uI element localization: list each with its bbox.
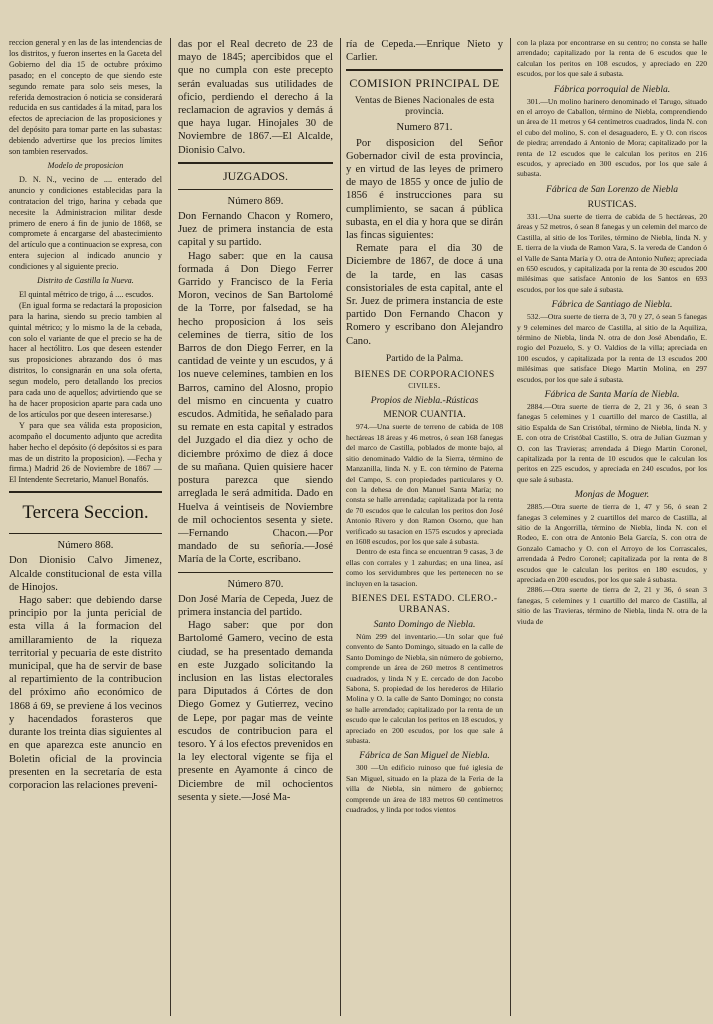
section-heading: Propios de Niebla.-Rústicas [370,395,479,407]
section-heading: BIENES DE CORPORACIONES civiles. [354,369,495,392]
notice-number: Número 870. [227,578,284,590]
column-rule [170,38,171,1016]
paragraph: Hago saber: que por don Bartolomé Gamero, vecino de esta ciudad, se ha presentado demanda en este Juzgado solicitando la inclusion en las listas electorales para Diputados á Córtes de don Diego Gomez y Gutierrez, vecino de Lepe, por pagar mas de veinte escudos de contribucion para el tesoro. Y á los efectos prevenidos en la ley electoral vigente se fija el presente en Ayamonte á cinco de Diciembre de mil ochocientos sesenta y siete.—José Ma- [178,620,333,803]
column-rule [340,38,341,1016]
paragraph: Hago saber: que en la causa formada á Don Diego Ferrer Garrido y Francisco de la Feria Moron, vecinos de San Bartolomé de la Torre, por falsedad, se ha hecho proposicion á los seis celemines de tierra, sitio de los Barros de don Diego Ferrer, en la cantidad de veinte y un escudos, y á los nueve celemines, tambien en los Barros, camino del Alosno, propio del mismo en cincuenta y cuatro escudos. Admitida, he señalado para su remate en esta capital y estrados del Juzgado el dia diez y ocho de diciembre próximo de diez á doce de su mañana. Quien quisiere hacer postura parezca que siendo arreglada le será admitida. Dado en Huelva á veintiseis de Noviembre de mil ochocientos sesenta y siete. —Fernando Chacon.—Por mandado de su señoría.—José María de la Corte, escribano. [178,250,333,566]
section-title: COMISION PRINCIPAL DE [349,76,500,91]
notice-number: Numero 871. [396,122,453,134]
paragraph: Por disposicion del Señor Gobernador civil de esta provincia, y en virtud de las leyes de primero de mayo de 1855 y once de julio de 1856 é instrucciones para su cumplimiento, se sacan á pública subasta, en el dia y hora que se dirán las fincas siguientes: [346,137,503,242]
column-4 [517,38,707,1018]
paragraph: con la plaza por encontrarse en su centro; no consta se halle arrendado; capitalizado por la renta de 6 escudos que le calculan los peritos en 108 escudos, y apreciado en 220 escudos, por los que sale á subasta. [517,38,707,79]
column-1 [9,38,162,1018]
paragraph: D. N. N., vecino de .... enterado del anuncio y condiciones establecidas para la contratacion del trigo, harina y cebada que necesite la Administracion militar desde primero de enero á fin de junio de 1868, se compromete á encargarse del abastecimiento del artículo que a continuacion se expresa, con entera sujecion al indicado anuncio y condiciones y al siguiente precio. [9,174,162,272]
paragraph: (En igual forma se redactará la proposicion para la harina, siendo su precio tambien al quintal métrico; y lo mismo la de la cebada, con solo el variante de que el precio se ha de hacer al hectólitro. Los que deseen estender sus proposiciones abrazando dos ó mas distritos, lo consignarán en una sola oferta, segun modelo, pero detallando los precios para cada uno de aquellos; advirtiendo que se ha de hacer proposicion aparte para cada uno de los artículos por que deseen interesarse.) [9,300,162,419]
column-3 [346,38,503,1018]
section-heading: Fábrica de San Miguel de Niebla. [359,750,490,762]
paragraph: 2884.—Otra suerte de tierra de 2, 21 y 36, ó sean 3 fanegas 5 celemines y 1 cuartillo del marco de Castilla, al sitio Espalda de San Cristóbal, término de Niebla, linda N. y E. con otra de Cristóbal Castillo, S. otra de Julian Guzman y O. con las Travieras; arrendada á Diego Martin Coronel, capitalizada por la renta de 10 escudos que le calculan los peritos en 225 escudos, y apreciada en 240 escudos, por los que sale á subasta. [517,401,707,484]
paragraph: Don José María de Cepeda, Juez de primera instancia del partido. [178,593,333,618]
section-heading: Santo Domingo de Niebla. [373,618,476,630]
divider [9,491,162,493]
notice-number: Número 869. [227,195,284,207]
paragraph: 2886.—Otra suerte de tierra de 2, 21 y 36, ó sean 3 fanegas, 5 celemines y 1 cuartillo del marco de Castilla, al sitio de las Travieras, término de Niebla, linda N. otra de la viuda de [517,585,707,626]
section-heading: Distrito de Castilla la Nueva. [37,276,134,286]
section-heading: RUSTICAS. [587,198,637,210]
paragraph: Remate para el dia 30 de Diciembre de 1867, de doce á una de la tarde, en las casas consistoriales de esta capital, ante el Sr. Juez de primera instancia de este partido Don Fernando Chacon y Romero y escribano don Alejandro Cano. [346,243,503,347]
section-heading: Fábrica de Santiago de Niebla. [551,299,673,311]
paragraph: Dentro de esta finca se encuentran 9 casas, 3 de ellas con corrales y 1 zahurdas; en una linea, así como los servidumbres que les pertenecen no se incluyen en la tasacion. [346,547,503,588]
section-heading: MENOR CUANTIA. [383,409,466,421]
paragraph: 974.—Una suerte de terreno de cabida de 108 hectáreas 18 áreas y 46 metros, ó sean 168 fanegas del marco de Castilla, poblados de monte bajo, al sitio denominado Valdio de la Sierra, término de Manzanilla, linda N. y E. con término de Paterna del Campo, S. con propiedades particulares y O. con la dehesa de don Manuel Santa María; no consta se halle arrendada; capitalizada por la renta de 70 escudos que le calculan los peritos don José Antonio Rivero y don Ramon Osorno, que han verificado su tasacion en 1575 escudos y apreciada en 1608 escudos, por los que sale á subasta. [346,422,503,546]
paragraph: Don Dionisio Calvo Jimenez, Alcalde constitucional de esta villa de Hinojos. [9,555,162,593]
section-heading: Partido de la Palma. [385,352,464,364]
section-heading: Fábrica porroquial de Niebla. [553,83,671,95]
divider [9,533,162,534]
notice-number: Número 868. [57,540,114,552]
section-heading: Monjas de Moguer. [574,489,650,501]
paragraph: das por el Real decreto de 23 de mayo de 1845; apercibidos que el que no cumpla con este precepto serán evaluadas sus utilidades de oficio, perdiendo el derecho á la reclamacion de agravios y demás á que haya lugar. Hinojales 30 de Noviembre de 1867.—El Alcalde, Dionisio Calvo. [178,39,333,156]
paragraph: ría de Cepeda.—Enrique Nieto y Carlier. [346,39,503,64]
paragraph: reccion general y en las de las intendencias de los distritos, y fueron insertes en la Gaceta del Gobierno del dia 15 de octubre próximo pasado; en el concepto de que siendo este segundo remate para solo seis meses, la referida demostracion ó noticia se considerará reducida en sus cantidades á la mitad, para los efectos de apreciacion de las proposiciones y del depósito para tomar parte en las subastas: debiendo advertirse que los precios límites son tambien reservados. [9,38,162,157]
section-subtitle: Ventas de Bienes Nacionales de esta provincia. [354,95,495,118]
divider [346,69,503,71]
paragraph: Don Fernando Chacon y Romero, Juez de primera instancia de esta capital y su partido. [178,211,333,249]
paragraph: 2885.—Otra suerte de tierra de 1, 47 y 56, ó sean 2 fanegas 3 celemines y 2 cuartillos del marco de Castilla, al sitio de la Angorrilla, término de Niebla, linda N. con el Rodeo, E. con otra de Antonio Bela García, S. con otra de Gonzalo Camacho y O. con el Arroyo de los Corrascales, arrendada á Pedro Coronel; capitalizada por la renta de 8 escudos que le calculan los peritos en 180 escudos, y apreciada en 200 escudos, por los que sale á subasta. [517,502,707,585]
divider [178,572,333,573]
divider [178,162,333,164]
paragraph: 301.—Un molino harinero denominado el Tarugo, situado en el arroyo de Caballon, término de Niebla, comprendiendo un área de 11 metros y 64 centímetros cuadrados, linda N. con el cubo del molino, S. con el desaguadero, E. y O. con riscos de piedra; arrendado á Antonio de Mora; capitalizado por la renta de 12 escudos que le calculan los peritos en 216 escudos, y apreciado en 300 escudos, por los que sale á subasta. [517,96,707,179]
section-heading: BIENES DEL ESTADO. CLERO.- URBANAS. [351,592,498,615]
paragraph: Hago saber: que debiendo darse principio por la junta pericial de esta villa á la formacion del amillaramiento de la riqueza territorial y pecuaria de este distrito municipal, que ha de servir de base al repartimiento de la contribucion del próximo año económico de 1868 á 69, se previene á los vecinos y hacendados forasteros que durante los treinta dias siguientes al en que aparezca este anuncio en Boletin oficial de la provincia presenten en la secretaría de esta corporacion las relaciones preveni- [9,595,162,791]
paragraph: 532.—Otra suerte de tierra de 3, 70 y 27, ó sean 5 fanegas y 9 celemines del marco de Castilla, al sitio de la Aquiliza, término de Niebla, linda N. otra de don José Abendaño, E. rogio del Pozuelo, S. y O. Valdios de la villa; apreciada en 100 escudos, y capitalizada por la renta de 13 escudos 200 milésimas que satisface Diego Martin Molina, en 297 escudos, por los que sale á subasta. [517,312,707,384]
paragraph: 331.—Una suerte de tierra de cabida de 5 hectáreas, 20 áreas y 52 metros, ó sean 8 fanegas y un celemin del marco de Castilla, al sitio de los Toriles, término de Niebla, linda N. y E. tierra de la viuda de Ramon Vara, S. la vereda de Candon ó el Valle de Santa María y O. otra de Antonio Nuñez; apreciada en 650 escudos, y capitalizada por la renta de 30 escudos 200 milésimas que satisface Antonio de los Santos en 693 escudos, por los que sale á subasta. [517,211,707,294]
section-title: Tercera Seccion. [22,502,149,524]
section-heading: Modelo de proposicion [47,160,124,170]
column-rule [510,38,511,1016]
paragraph: El quintal métrico de trigo, á .... escudos. [19,289,154,299]
column-2 [178,38,333,1018]
section-heading: Fábrica de Santa María de Niebla. [544,388,680,400]
section-heading: Fábrica de San Lorenzo de Niebla [545,183,679,195]
section-title: JUZGADOS. [222,168,288,183]
paragraph: 300 —Un edificio ruinoso que fué iglesia de San Miguel, situado en la plaza de la Feria de la villa de Niebla, sin número de gobierno; comprende un área de 183 metros 60 centímetros cuadrados, y linda por todos vientos [346,763,503,815]
divider [178,189,333,190]
paragraph: Núm 299 del inventario.—Un solar que fué convento de Santo Domingo, situado en la calle de Santo Domingo de Niebla, sin número de gobierno, comprende un área de 260 metros 8 centímetros cuadrados, y linda N y E. cercado de don Jacobo Sabona, S. propiedad de los herederos de Hilario Molina y O. la calle de Santo Domingo; no consta se halle arrendado; capitalizado por la renta de un escudo que le calculan los peritos en 18 escudos, y apreciado en 200 escudos, por los que sale á subasta. [346,631,503,746]
paragraph: Y para que sea válida esta proposicion, acompaño el documento adjunto que acredita haber hecho el depósito (ó depósitos si es para mas de un distrito la proposicion). —Fecha y firma.) Madrid 26 de Noviembre de 1867 — El Intendente Secretario, Manuel Bonafós. [9,420,162,485]
